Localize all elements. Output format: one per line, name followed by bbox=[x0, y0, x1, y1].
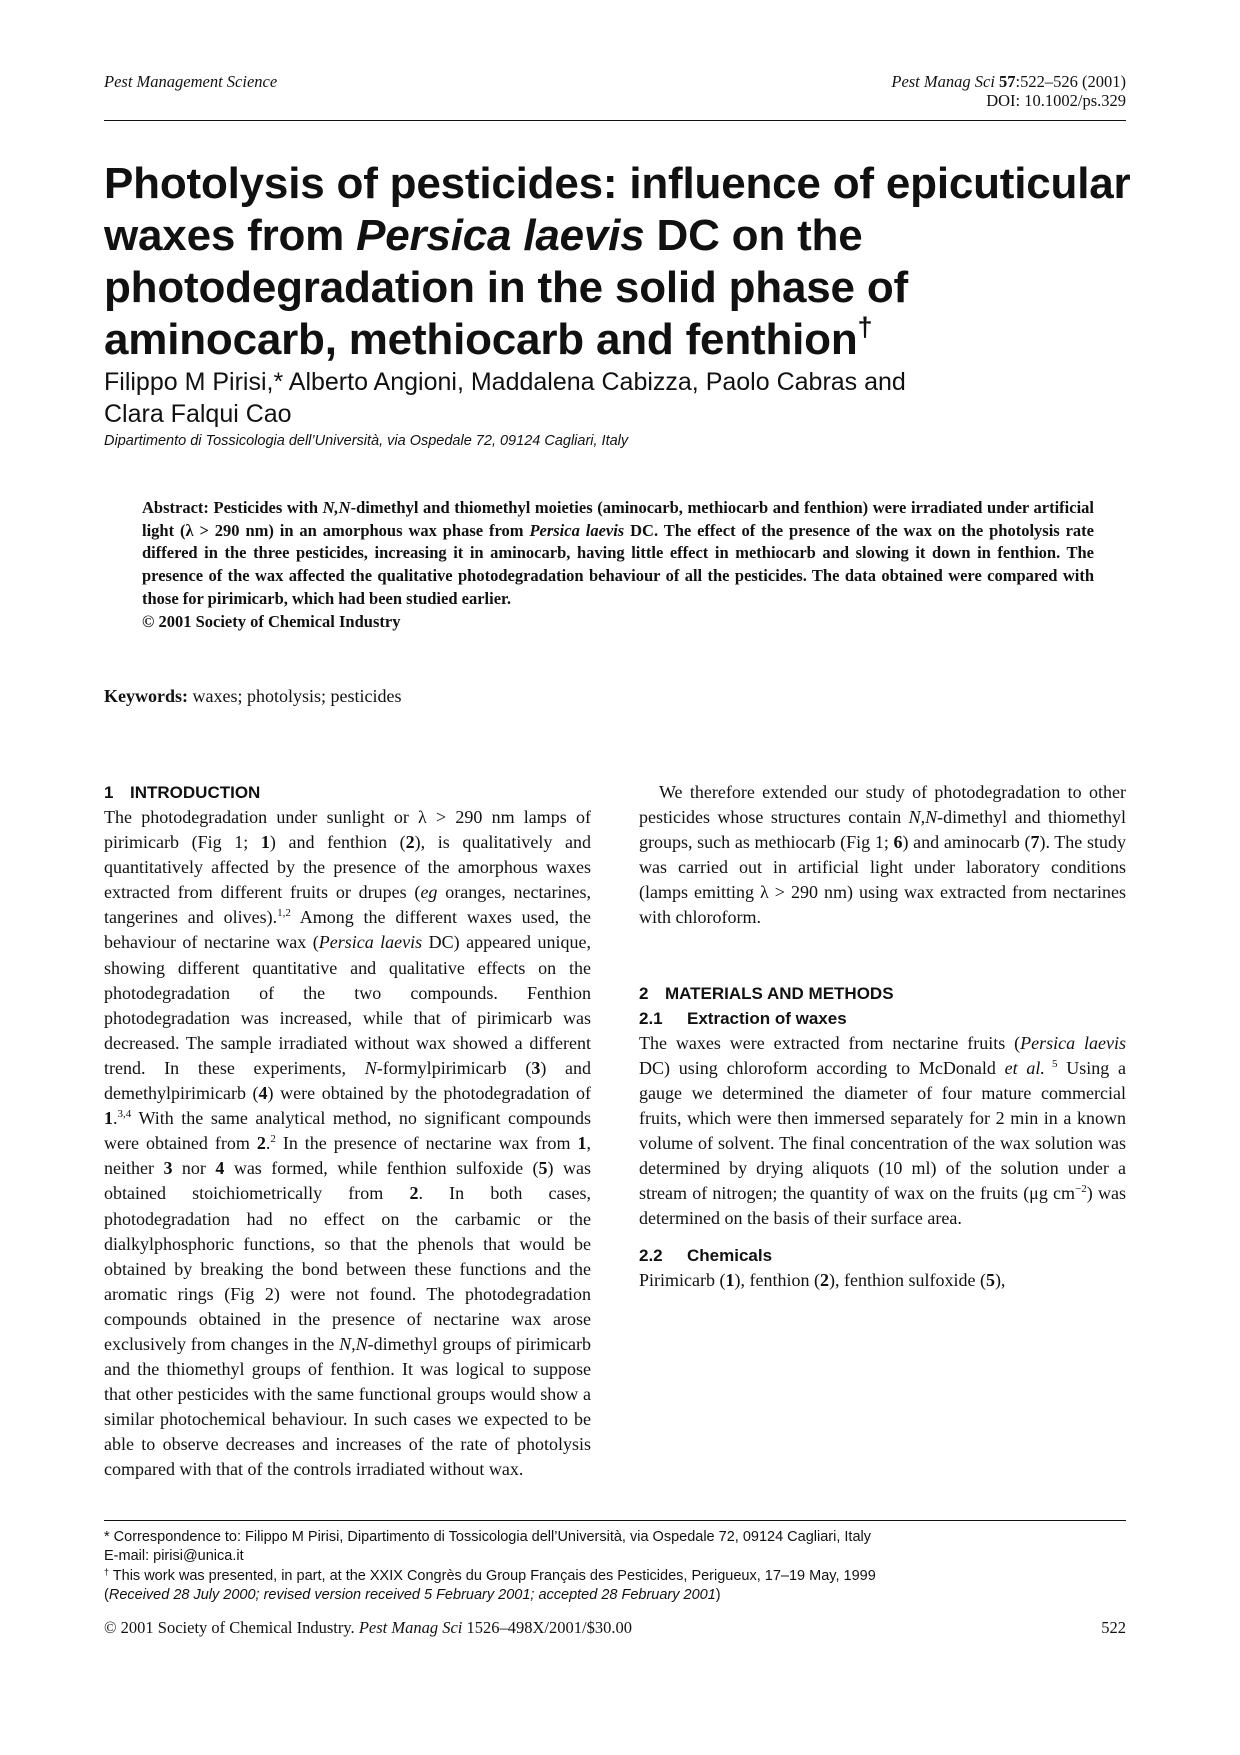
section-number: 2.1 bbox=[639, 1008, 663, 1028]
footnote-correspondence: * Correspondence to: Filippo M Pirisi, Dipartimento di Tossicologia dell’Università, via Ospedale 72, 09124 Cagliari, Italy bbox=[104, 1529, 871, 1545]
body-text: ). The study was carried out in artificial light under laboratory conditions (lamps emitting λ > 290 nm) using wax extracted from nectarines with chloroform. bbox=[639, 832, 1126, 928]
intro-paragraph-2 bbox=[639, 780, 1126, 931]
compound-ref: 1 bbox=[104, 1108, 113, 1129]
body-text: ), fenthion sulfoxide ( bbox=[828, 1270, 986, 1291]
compound-ref: 1 bbox=[577, 1133, 587, 1154]
body-text: ) and aminocarb ( bbox=[902, 832, 1031, 853]
body-text: The waxes were extracted from nectarine fruits ( bbox=[639, 1032, 1021, 1053]
body-text: Among the different waxes used, the behaviour of nectarine wax ( bbox=[104, 907, 591, 953]
body-italic: N,N bbox=[908, 807, 938, 828]
body-text: ) was obtained stoichiometrically from bbox=[104, 1158, 591, 1204]
section-number: 2.2 bbox=[639, 1246, 663, 1266]
body-text: ) were obtained by the photodegradation of bbox=[267, 1083, 591, 1104]
compound-ref: 7 bbox=[1030, 832, 1040, 853]
compound-ref: 6 bbox=[893, 832, 903, 853]
citation-volume: 57 bbox=[999, 72, 1016, 91]
citation-pages: :522–526 (2001) bbox=[1015, 72, 1126, 91]
body-italic: N bbox=[364, 1057, 377, 1078]
intro-paragraph-1 bbox=[104, 805, 591, 1483]
body-text: nor bbox=[172, 1158, 216, 1179]
footnote-text: This work was presented, in part, at the XXIX Congrès du Group Français des Pesticides, Perigueux, 17–19 May, 1999 bbox=[109, 1567, 876, 1584]
body-text: -dimethyl and thiomethyl groups, such as methiocarb (Fig 1; bbox=[639, 807, 1126, 853]
article-title bbox=[104, 158, 1134, 366]
citation-line bbox=[891, 72, 1126, 91]
body-italic: eg bbox=[420, 882, 438, 903]
title-species: Persica laevis bbox=[356, 211, 645, 260]
body-italic: Persica laevis bbox=[318, 932, 423, 953]
keywords-label: Keywords: bbox=[104, 686, 188, 706]
affiliation: Dipartimento di Tossicologia dell’Università, via Ospedale 72, 09124 Cagliari, Italy bbox=[104, 433, 629, 449]
footnote-text: ) bbox=[715, 1587, 721, 1604]
footnote-received bbox=[104, 1586, 1126, 1605]
body-text: ), bbox=[994, 1270, 1006, 1291]
right-column bbox=[639, 780, 1126, 1293]
footer-text: 1526–498X/2001/$30.00 bbox=[462, 1618, 632, 1637]
body-italic: Persica laevis bbox=[1020, 1032, 1126, 1053]
footer-journal: Pest Manag Sci bbox=[358, 1618, 463, 1637]
body-text: oranges, nectarines, tangerines and olives). bbox=[104, 882, 591, 928]
keywords bbox=[104, 686, 401, 707]
chemicals-paragraph bbox=[639, 1268, 1126, 1293]
citation-block bbox=[891, 72, 1126, 110]
compound-ref: 5 bbox=[985, 1270, 995, 1291]
body-text: . In both cases, photodegradation had no effect on the carbamic or the dialkylphosphoric functions, so that the phenols that would be obtained by breaking the bond between these functions and the aromatic rings (Fig 2) were not found. The photodegradation compounds obtained in the presence of nectarine wax arose exclusively from changes in the bbox=[104, 1183, 591, 1354]
compound-ref: 3 bbox=[163, 1158, 173, 1179]
body-text: Pirimicarb ( bbox=[639, 1270, 726, 1291]
running-journal-name: Pest Management Science bbox=[104, 72, 278, 91]
unit-exponent: −2 bbox=[1075, 1183, 1087, 1196]
authors-line-1: Filippo M Pirisi,* Alberto Angioni, Maddalena Cabizza, Paolo Cabras and bbox=[104, 368, 906, 396]
compound-ref: 2 bbox=[405, 832, 415, 853]
citation-ref: 5 bbox=[1044, 1057, 1058, 1070]
body-text: . bbox=[113, 1108, 118, 1129]
body-text: ) and fenthion ( bbox=[269, 832, 406, 853]
body-text: ), is qualitatively and quantitatively affected by the presence of the amorphous waxes extracted from different fruits or drupes ( bbox=[104, 832, 591, 903]
body-text: Using a gauge we determined the diameter of four mature commercial fruits, which were then immersed separately for 2 min in a known volume of solvent. The final concentration of the wax solution was determined by drying aliquots (10 ml) of the solution under a stream of nitrogen; the quantity of wax on the fruits (μg cm bbox=[639, 1057, 1126, 1204]
compound-ref: 2 bbox=[819, 1270, 829, 1291]
body-text: was formed, while fenthion sulfoxide ( bbox=[224, 1158, 539, 1179]
abstract-text: DC. The effect of the presence of the wax on the photolysis rate differed in the three pesticides, increasing it in aminocarb, having little effect in methiocarb and slowing it down in fenthion. The presence of the wax affected the qualitative photodegradation behaviour of all the pesticides. The data obtained were compared with those for pirimicarb, which had been studied earlier. bbox=[142, 520, 1095, 608]
body-text: , neither bbox=[104, 1133, 591, 1179]
compound-ref: 5 bbox=[538, 1158, 548, 1179]
abstract-text: N,N bbox=[322, 498, 351, 517]
section-title: INTRODUCTION bbox=[130, 783, 261, 802]
footer-text: © 2001 Society of Chemical Industry. bbox=[104, 1618, 359, 1637]
body-text: ) was determined on the basis of their surface area. bbox=[639, 1183, 1126, 1229]
abstract-copyright: © 2001 Society of Chemical Industry bbox=[142, 611, 401, 631]
page-number: 522 bbox=[1101, 1618, 1126, 1637]
citation-ref: 3,4 bbox=[117, 1108, 132, 1121]
author-list bbox=[104, 366, 1114, 430]
footnote-text: ( bbox=[104, 1587, 109, 1604]
extraction-paragraph bbox=[639, 1031, 1126, 1232]
title-part2: DC on the photodegradation in the solid phase of aminocarb, methiocarb and fenthion bbox=[104, 211, 908, 364]
citation-ref: 1,2 bbox=[277, 907, 291, 920]
section-title: MATERIALS AND METHODS bbox=[665, 983, 894, 1003]
abstract-text: Pesticides with bbox=[208, 498, 323, 517]
body-text: ) and demethylpirimicarb ( bbox=[104, 1057, 592, 1104]
body-italic: N,N bbox=[339, 1333, 368, 1354]
abstract-text: -dimethyl and thiomethyl moieties (aminocarb, methiocarb and fenthion) were irradiated under artificial light (λ > 290 nm) in an amorphous wax phase from bbox=[142, 498, 1094, 540]
section-heading-introduction bbox=[104, 780, 591, 805]
body-text: We therefore extended our study of photodegradation to other pesticides whose structures contain bbox=[639, 782, 1126, 828]
body-text: DC) appeared unique, showing different quantitative and qualitative effects on the photodegradation of the two compounds. Fenthion photodegradation was increased, while that of pirimicarb was decreased. The sample irradiated without wax showed a different trend. In these experiments, bbox=[104, 932, 591, 1078]
doi: DOI: 10.1002/ps.329 bbox=[986, 91, 1126, 110]
compound-ref: 2 bbox=[409, 1183, 419, 1204]
abstract-text: Persica laevis bbox=[529, 520, 625, 540]
subsection-heading-extraction bbox=[639, 1006, 1126, 1031]
compound-ref: 4 bbox=[258, 1083, 268, 1104]
abstract-label: Abstract: bbox=[142, 498, 209, 517]
title-part1: Photolysis of pesticides: influence of epicuticular waxes from bbox=[104, 159, 1131, 260]
compound-ref: 1 bbox=[260, 832, 270, 853]
body-text: The photodegradation under sunlight or λ > 290 nm lamps of pirimicarb (Fig 1; bbox=[104, 807, 591, 853]
body-text: ), fenthion ( bbox=[734, 1270, 820, 1291]
footnote-presented bbox=[104, 1567, 1126, 1586]
abstract bbox=[142, 497, 1094, 633]
compound-ref: 2 bbox=[256, 1133, 266, 1154]
keywords-text: waxes; photolysis; pesticides bbox=[192, 686, 402, 706]
citation-ref: 2 bbox=[270, 1133, 276, 1146]
subsection-heading-chemicals bbox=[639, 1243, 1126, 1268]
body-italic: et al. bbox=[1004, 1057, 1045, 1078]
body-text: With the same analytical method, no significant compounds were obtained from bbox=[104, 1108, 591, 1154]
header-divider bbox=[104, 120, 1126, 121]
body-text: . bbox=[265, 1133, 271, 1154]
page-footer-copyright bbox=[104, 1618, 632, 1638]
section-title: Extraction of waxes bbox=[687, 1008, 847, 1028]
body-text: -formylpirimicarb ( bbox=[376, 1057, 532, 1078]
left-column bbox=[104, 780, 591, 1483]
dagger-mark: † bbox=[104, 1566, 110, 1577]
authors-line-2: Clara Falqui Cao bbox=[104, 400, 292, 428]
body-text: -dimethyl groups of pirimicarb and the thiomethyl groups of fenthion. It was logical to suppose that other pesticides with the same functional groups would show a similar photochemical behaviour. In such cases we expected to be able to observe decreases and increases of the rate of photolysis compared with that of the controls irradiated without wax. bbox=[104, 1333, 592, 1480]
footnote-divider bbox=[104, 1520, 1126, 1521]
section-title: Chemicals bbox=[687, 1246, 773, 1266]
compound-ref: 3 bbox=[531, 1057, 541, 1078]
compound-ref: 4 bbox=[215, 1158, 225, 1179]
section-heading-materials-methods bbox=[639, 981, 1126, 1006]
footnote-email: E-mail: pirisi@unica.it bbox=[104, 1548, 244, 1565]
compound-ref: 1 bbox=[725, 1270, 735, 1291]
citation-journal: Pest Manag Sci bbox=[891, 72, 995, 91]
section-number: 2 bbox=[639, 983, 649, 1003]
received-dates: Received 28 July 2000; revised version received 5 February 2001; accepted 28 February 2001 bbox=[108, 1587, 716, 1604]
body-text: In the presence of nectarine wax from bbox=[275, 1133, 578, 1154]
section-number: 1 bbox=[104, 783, 114, 802]
title-dagger-mark: † bbox=[857, 312, 873, 342]
footnotes bbox=[104, 1528, 1126, 1606]
body-text: DC) using chloroform according to McDonald bbox=[639, 1057, 1005, 1078]
